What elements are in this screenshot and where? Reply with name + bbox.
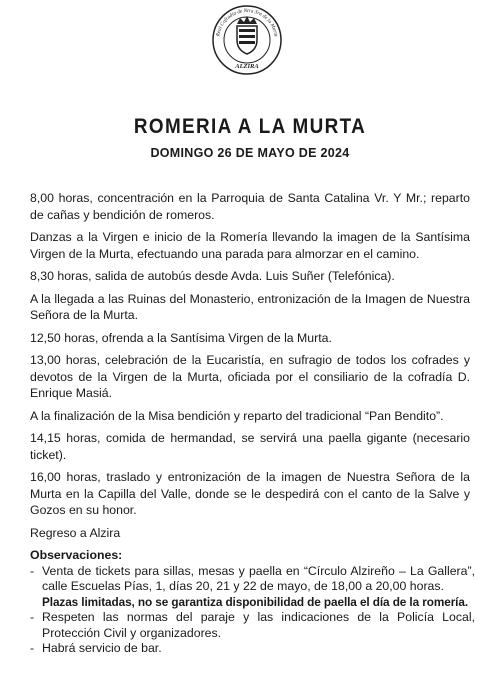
paella-availability-note: Plazas limitadas, no se garantiza disponibilidad de paella el día de la romería. xyxy=(42,594,469,609)
observations-section xyxy=(30,548,475,657)
schedule-paragraph: Danzas a la Virgen e inicio de la Romería llevando la imagen de la Santísima Virgen de la Murta, efectuando una parada para almorzar en el camino. xyxy=(30,230,470,261)
svg-text:Real Cofradía de Ntra Sra de l: Real Cofradía de Ntra Sra de la Murta xyxy=(215,7,279,38)
bullet-dash: - xyxy=(30,563,35,578)
schedule-paragraph: Regreso a Alzira xyxy=(30,525,121,540)
bullet-dash: - xyxy=(30,641,35,655)
svg-text:ALZIRA: ALZIRA xyxy=(235,63,259,70)
schedule-paragraph: 13,00 horas, celebración de la Eucaristía, en sufragio de todos los cofrades y devotos de la Virgen de la Murta, oficiada por el consiliario de la cofradía D. Enrique Masiá. xyxy=(30,353,470,400)
event-date: DOMINGO 26 DE MAYO DE 2024 xyxy=(150,146,350,160)
observation-text: Respeten las normas del paraje y las indicaciones de la Policía Local, Protección Civil y organizadores. xyxy=(42,610,475,640)
observation-text: Venta de tickets para sillas, mesas y paella en “Círculo Alzireño – La Gallera”, calle Escuelas Pías, 1, días 20, 21 y 22 de mayo, de 18,00 a 20,00 horas. xyxy=(42,563,475,593)
observations-title: Observaciones: xyxy=(30,548,123,562)
bullet-dash: - xyxy=(30,610,35,624)
schedule-paragraph: A la finalización de la Misa bendición y reparto del tradicional “Pan Bendito”. xyxy=(30,408,444,423)
schedule-paragraph: A la llegada a las Ruinas del Monasterio, entronización de la Imagen de Nuestra Señora de la Murta. xyxy=(30,291,470,322)
page-title: ROMERIA A LA MURTA xyxy=(133,115,367,138)
schedule-paragraph: 12,50 horas, ofrenda a la Santísima Virgen de la Murta. xyxy=(30,330,332,345)
schedule-paragraph: 8,00 horas, concentración en la Parroquia de Santa Catalina Vr. Y Mr.; reparto de cañas y bendición de romeros. xyxy=(30,191,470,222)
observation-item xyxy=(30,641,475,657)
schedule-paragraph: 8,30 horas, salida de autobús desde Avda. Luis Suñer (Telefónica). xyxy=(30,269,395,283)
observation-text: Habrá servicio de bar. xyxy=(42,641,162,655)
schedule-paragraph: 16,00 horas, traslado y entronización de la imagen de Nuestra Señora de la Murta en la Capilla del Valle, donde se le despedirá con el canto de la Salve y Gozos en su honor. xyxy=(30,470,470,517)
program-schedule xyxy=(30,190,470,547)
crest-seal-icon xyxy=(211,4,283,76)
observation-item xyxy=(30,610,475,641)
observation-item xyxy=(30,564,475,595)
schedule-paragraph: 14,15 horas, comida de hermandad, se servirá una paella gigante (necesario ticket). xyxy=(30,431,470,462)
